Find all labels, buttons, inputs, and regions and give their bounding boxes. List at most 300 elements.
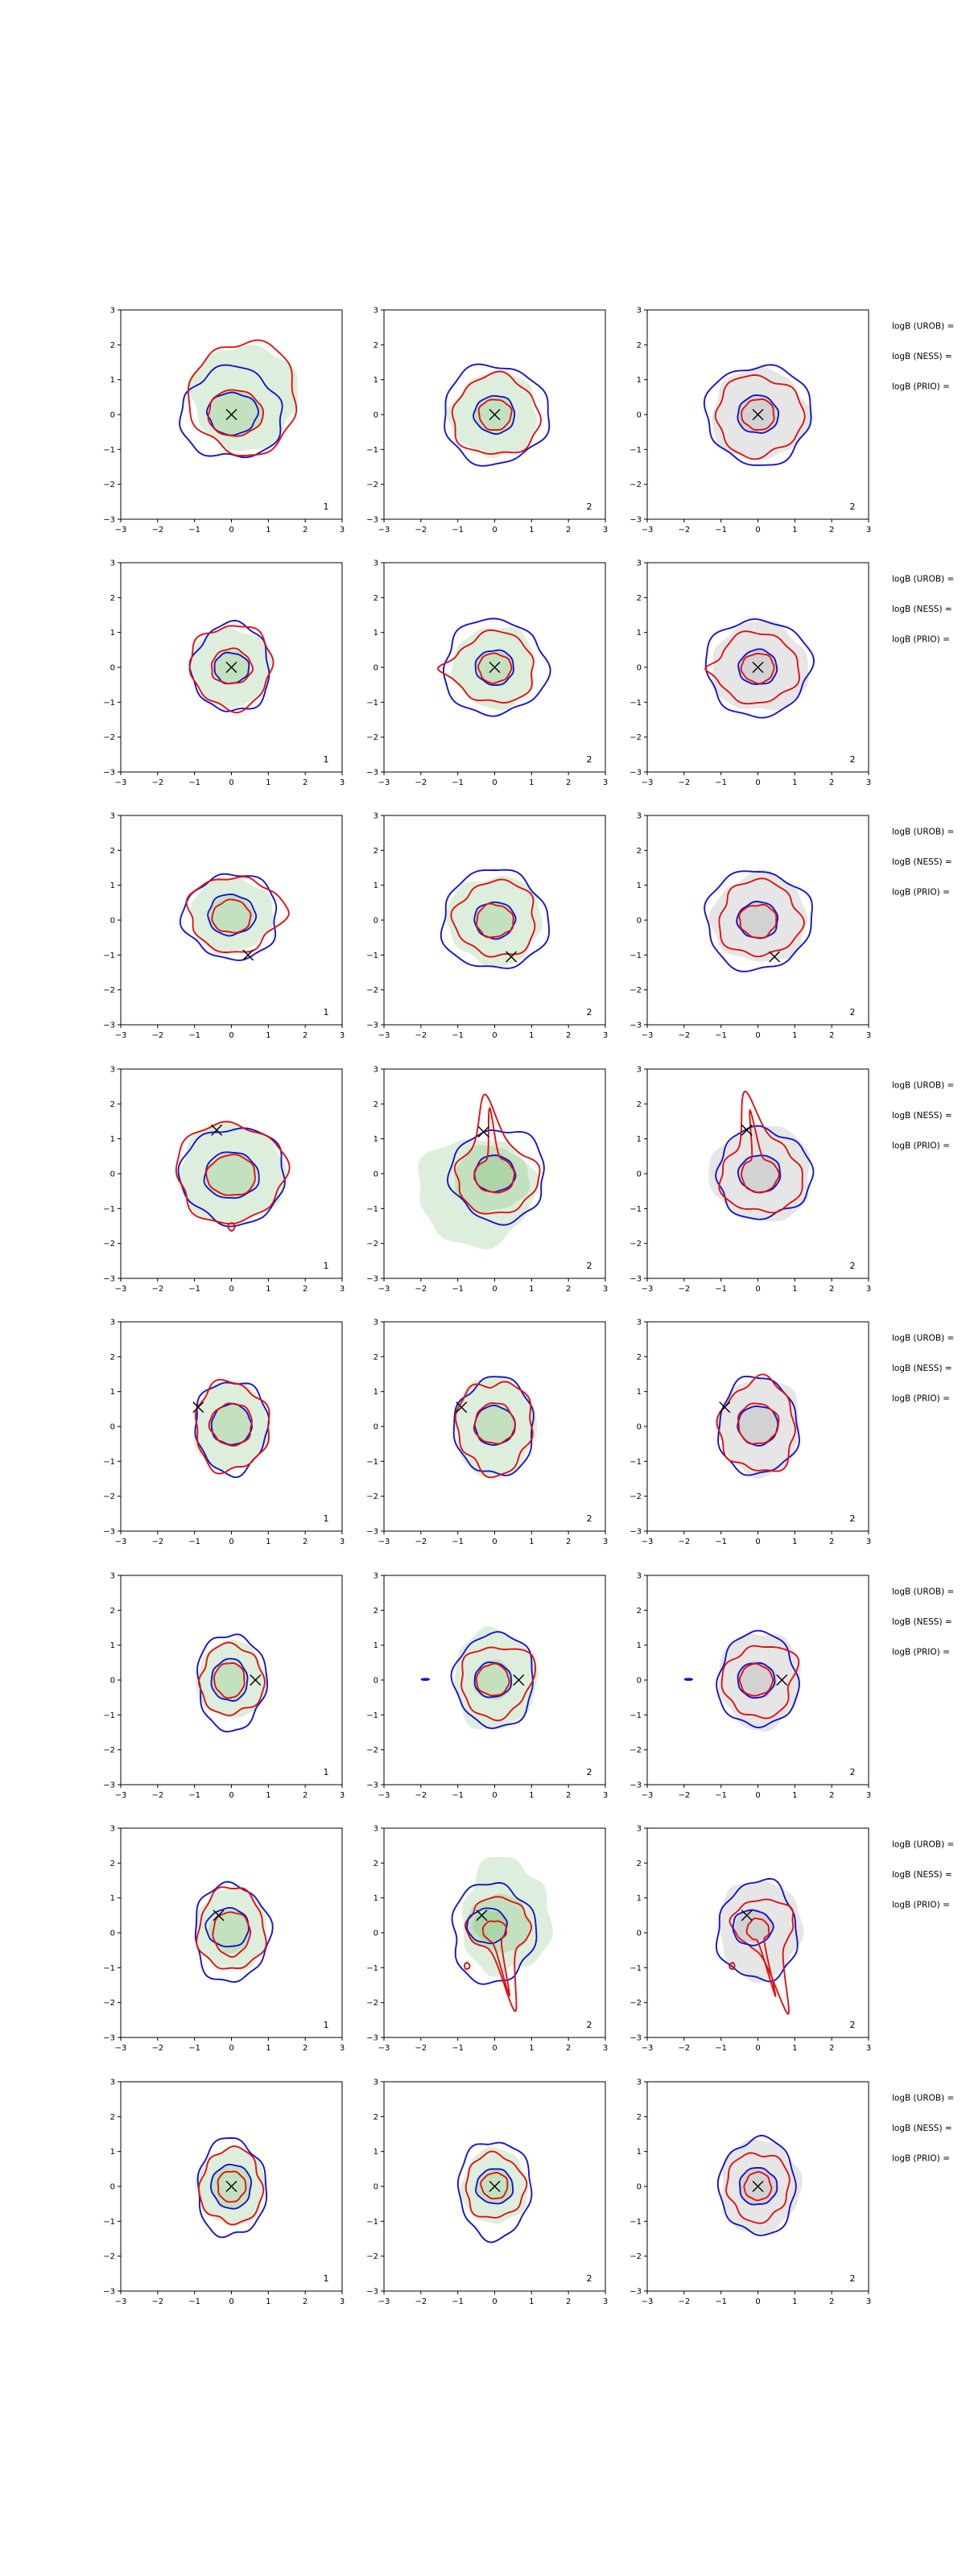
y-tick-label: −3 (630, 2287, 642, 2297)
y-tick-label: −3 (366, 2287, 378, 2297)
x-tick-label: −2 (415, 2297, 427, 2306)
y-tick-label: −1 (366, 1711, 378, 1720)
subplot-r8c1 (103, 2079, 345, 2307)
y-tick-label: −2 (630, 1999, 642, 2008)
y-tick-label: 2 (109, 341, 115, 350)
x-tick-label: 2 (565, 526, 572, 535)
subplot-r4c1 (103, 1066, 345, 1294)
y-tick-label: 3 (373, 811, 378, 821)
y-tick-label: 2 (109, 1859, 115, 1868)
panel-count-label: 2 (849, 1261, 856, 1271)
x-tick-label: −1 (188, 1538, 201, 1546)
y-tick-label: 3 (109, 811, 115, 821)
y-tick-label: −3 (366, 515, 378, 525)
x-tick-label: −1 (715, 778, 728, 787)
y-tick-label: 1 (109, 376, 115, 386)
y-tick-label: −2 (366, 986, 378, 996)
panel-count-label: 2 (586, 1261, 592, 1271)
y-tick-label: 0 (373, 1170, 378, 1179)
x-tick-label: 2 (302, 1285, 308, 1294)
y-tick-label: −1 (366, 951, 378, 960)
y-tick-label: 3 (109, 1065, 115, 1075)
y-tick-label: 1 (109, 1135, 115, 1145)
y-tick-label: 1 (373, 881, 378, 891)
y-tick-label: 2 (109, 1352, 115, 1362)
x-tick-label: 3 (602, 526, 609, 535)
y-tick-label: −3 (630, 1021, 642, 1030)
y-tick-label: 1 (109, 1894, 115, 1904)
x-tick-label: −1 (452, 2297, 464, 2306)
plot-area (716, 1879, 804, 2014)
x-tick-label: 1 (529, 2044, 535, 2053)
side-label-r3-1: logB (UROB) = (892, 827, 955, 837)
x-tick-label: −1 (715, 1031, 728, 1040)
x-tick-label: 1 (266, 1285, 271, 1294)
side-label-r6-3: logB (PRIO) = (892, 1647, 950, 1657)
x-tick-label: 1 (266, 778, 271, 787)
x-tick-label: −3 (641, 526, 654, 535)
x-tick-label: −2 (415, 1791, 427, 1800)
y-tick-label: −2 (366, 481, 378, 490)
side-label-r1-2: logB (NESS) = (892, 352, 952, 361)
y-tick-label: 0 (373, 916, 378, 926)
x-tick-label: −3 (114, 1538, 127, 1546)
plot-area (180, 874, 289, 960)
panel-count-label: 1 (323, 2020, 329, 2030)
x-tick-label: 0 (755, 1285, 761, 1294)
subplot-r1c1 (103, 307, 345, 535)
x-tick-label: 1 (529, 778, 535, 787)
x-tick-label: 2 (565, 778, 572, 787)
y-tick-label: 2 (109, 1100, 115, 1109)
y-tick-label: 2 (109, 846, 115, 856)
y-tick-label: −3 (630, 515, 642, 525)
x-tick-label: −1 (715, 1285, 728, 1294)
x-tick-label: 0 (492, 778, 497, 787)
plot-area (438, 618, 551, 716)
x-tick-label: 0 (229, 2297, 234, 2306)
y-tick-label: −3 (630, 768, 642, 778)
x-tick-label: 2 (565, 1031, 572, 1040)
panel-count-label: 2 (849, 502, 856, 512)
plot-area (195, 2138, 266, 2237)
y-tick-label: 0 (636, 916, 642, 926)
y-tick-label: −2 (630, 1240, 642, 1249)
subplot-r7c3 (630, 1825, 871, 2054)
y-tick-label: 1 (109, 1388, 115, 1397)
x-tick-label: −1 (188, 1285, 201, 1294)
x-tick-label: 0 (229, 1031, 234, 1040)
x-tick-label: 2 (565, 1285, 572, 1294)
red-contour-5 (464, 1963, 470, 1969)
side-label-r4-3: logB (PRIO) = (892, 1141, 950, 1151)
subplot-r3c1 (103, 812, 345, 1041)
y-tick-label: −1 (630, 951, 642, 960)
x-tick-label: 0 (229, 2044, 234, 2053)
y-tick-label: −3 (103, 1274, 115, 1284)
y-tick-label: 1 (109, 881, 115, 891)
x-tick-label: −2 (678, 778, 691, 787)
x-tick-label: 2 (828, 2044, 835, 2053)
x-tick-label: 2 (828, 2297, 835, 2306)
subplot-r1c2 (366, 307, 608, 535)
plot-area (452, 1857, 553, 2011)
side-label-r5-2: logB (NESS) = (892, 1364, 952, 1373)
plot-area (705, 619, 814, 718)
y-tick-label: 2 (373, 846, 378, 856)
x-tick-label: 1 (266, 1791, 271, 1800)
y-tick-label: −3 (103, 515, 115, 525)
y-tick-label: 0 (373, 2182, 378, 2192)
side-label-r2-1: logB (UROB) = (892, 574, 955, 584)
y-tick-label: −3 (630, 1527, 642, 1537)
y-tick-label: 2 (373, 2112, 378, 2122)
x-tick-label: 2 (565, 1791, 572, 1800)
subplot-r7c1 (103, 1825, 345, 2054)
x-tick-label: 2 (565, 1538, 572, 1546)
x-tick-label: 0 (492, 1031, 497, 1040)
plot-area (418, 1095, 544, 1250)
y-tick-label: −1 (366, 2217, 378, 2227)
x-tick-label: −2 (678, 2044, 691, 2053)
plot-area (704, 365, 813, 465)
x-tick-label: 0 (229, 526, 234, 535)
x-tick-label: 1 (266, 2297, 271, 2306)
x-tick-label: 0 (492, 1791, 497, 1800)
x-tick-label: −3 (641, 1791, 654, 1800)
x-tick-label: 3 (339, 1538, 345, 1546)
panel-count-label: 2 (849, 1767, 856, 1777)
x-tick-label: −1 (188, 1031, 201, 1040)
x-tick-label: 0 (755, 778, 761, 787)
x-tick-label: −2 (415, 2044, 427, 2053)
plot-area (685, 1631, 801, 1732)
x-tick-label: −3 (641, 1031, 654, 1040)
y-tick-label: −1 (366, 1457, 378, 1467)
y-tick-label: 2 (373, 1352, 378, 1362)
plot-area (454, 1376, 538, 1479)
x-tick-label: 2 (302, 1791, 308, 1800)
x-tick-label: 2 (828, 1538, 835, 1546)
panel-count-label: 1 (323, 1007, 329, 1018)
plot-area (176, 1121, 290, 1231)
x-tick-label: 2 (302, 1031, 308, 1040)
y-tick-label: 3 (636, 1571, 642, 1581)
x-tick-label: −3 (378, 778, 390, 787)
plot-area (193, 1380, 271, 1477)
y-tick-label: 0 (109, 1170, 115, 1179)
plot-area (195, 1882, 272, 1983)
y-tick-label: −2 (103, 1999, 115, 2008)
y-tick-label: −3 (366, 1021, 378, 1030)
subplot-r5c2 (366, 1319, 608, 1547)
y-tick-label: 3 (636, 811, 642, 821)
y-tick-label: −2 (366, 733, 378, 743)
side-label-r1-1: logB (UROB) = (892, 321, 955, 332)
y-tick-label: 1 (373, 1388, 378, 1397)
x-tick-label: −1 (452, 778, 464, 787)
x-tick-label: −3 (114, 1791, 127, 1800)
y-tick-label: −3 (366, 1527, 378, 1537)
x-tick-label: −3 (641, 1285, 654, 1294)
x-tick-label: 1 (792, 526, 798, 535)
y-tick-label: 3 (373, 306, 378, 316)
y-tick-label: 0 (636, 1929, 642, 1938)
y-tick-label: 1 (636, 629, 642, 638)
subplot-r6c3 (630, 1572, 871, 1801)
x-tick-label: 0 (229, 778, 234, 787)
y-tick-label: 2 (373, 1859, 378, 1868)
y-tick-label: 0 (109, 663, 115, 673)
x-tick-label: −2 (151, 1538, 164, 1546)
y-tick-label: −2 (103, 1240, 115, 1249)
x-tick-label: −2 (415, 526, 427, 535)
side-label-r4-1: logB (UROB) = (892, 1080, 955, 1091)
side-label-r2-3: logB (PRIO) = (892, 634, 950, 645)
x-tick-label: 0 (229, 1538, 234, 1546)
blue-contour-5 (685, 1678, 692, 1680)
y-tick-label: −2 (103, 1746, 115, 1756)
y-tick-label: −2 (630, 986, 642, 996)
y-tick-label: 3 (373, 1571, 378, 1581)
y-tick-label: 3 (109, 306, 115, 316)
y-tick-label: 1 (636, 1388, 642, 1397)
x-tick-label: 0 (492, 526, 497, 535)
y-tick-label: 2 (109, 1606, 115, 1616)
x-tick-label: −3 (378, 526, 390, 535)
side-label-r1-3: logB (PRIO) = (892, 382, 950, 392)
y-tick-label: 2 (636, 1352, 642, 1362)
x-tick-label: −1 (452, 2044, 464, 2053)
x-tick-label: −2 (415, 1285, 427, 1294)
x-tick-label: 1 (792, 2297, 798, 2306)
x-tick-label: −3 (641, 2297, 654, 2306)
y-tick-label: 1 (373, 629, 378, 638)
side-label-r8-3: logB (PRIO) = (892, 2153, 950, 2164)
y-tick-label: 2 (373, 341, 378, 350)
y-tick-label: 2 (636, 1859, 642, 1868)
panel-count-label: 2 (586, 2273, 592, 2284)
y-tick-label: −1 (366, 1963, 378, 1973)
x-tick-label: 3 (865, 778, 872, 787)
side-label-r7-3: logB (PRIO) = (892, 1900, 950, 1910)
x-tick-label: 3 (602, 1285, 609, 1294)
side-label-r8-1: logB (UROB) = (892, 2093, 955, 2103)
y-tick-label: −3 (103, 768, 115, 778)
x-tick-label: 2 (828, 1791, 835, 1800)
panel-count-label: 2 (586, 502, 592, 512)
y-tick-label: −2 (366, 1746, 378, 1756)
y-tick-label: 1 (109, 629, 115, 638)
y-tick-label: 3 (636, 1065, 642, 1075)
y-tick-label: −2 (630, 481, 642, 490)
x-tick-label: 0 (492, 1285, 497, 1294)
side-label-r6-2: logB (NESS) = (892, 1617, 952, 1627)
y-tick-label: 1 (373, 376, 378, 386)
x-tick-label: −3 (641, 2044, 654, 2053)
x-tick-label: 1 (792, 1285, 798, 1294)
x-tick-label: 0 (492, 2297, 497, 2306)
y-tick-label: −1 (103, 445, 115, 455)
blue-contour-5 (422, 1678, 429, 1680)
side-label-r3-2: logB (NESS) = (892, 857, 952, 867)
x-tick-label: 1 (792, 1031, 798, 1040)
x-tick-label: −2 (678, 1538, 691, 1546)
panel-count-label: 2 (849, 2020, 856, 2030)
x-tick-label: −1 (188, 2297, 201, 2306)
x-tick-label: −3 (641, 778, 654, 787)
side-label-r3-3: logB (PRIO) = (892, 887, 950, 898)
y-tick-label: 1 (636, 881, 642, 891)
y-tick-label: 0 (373, 411, 378, 420)
subplot-r3c2 (366, 812, 608, 1041)
x-tick-label: 1 (529, 2297, 535, 2306)
y-tick-label: −1 (103, 1963, 115, 1973)
y-tick-label: 1 (636, 376, 642, 386)
x-tick-label: 1 (792, 778, 798, 787)
y-tick-label: −1 (366, 1204, 378, 1214)
x-tick-label: 3 (602, 2297, 609, 2306)
y-tick-label: 1 (636, 2148, 642, 2157)
y-tick-label: −3 (630, 2033, 642, 2043)
x-tick-label: 0 (755, 1538, 761, 1546)
x-tick-label: 0 (492, 1538, 497, 1546)
panel-count-label: 1 (323, 754, 329, 765)
subplot-r1c3 (630, 307, 871, 535)
x-tick-label: 3 (339, 1031, 345, 1040)
plot-area (441, 870, 549, 968)
y-tick-label: 0 (109, 916, 115, 926)
y-tick-label: 0 (636, 411, 642, 420)
x-tick-label: 1 (266, 2044, 271, 2053)
y-tick-label: 2 (373, 1606, 378, 1616)
x-tick-label: −2 (415, 1538, 427, 1546)
y-tick-label: −1 (630, 445, 642, 455)
y-tick-label: 3 (109, 1571, 115, 1581)
x-tick-label: 1 (529, 1285, 535, 1294)
x-tick-label: 3 (339, 526, 345, 535)
y-tick-label: 2 (373, 593, 378, 603)
subplot-r8c3 (630, 2079, 871, 2307)
x-tick-label: −1 (452, 1538, 464, 1546)
panel-count-label: 2 (849, 1007, 856, 1018)
plot-area (180, 341, 298, 458)
plot-area (718, 2136, 803, 2235)
x-tick-label: −3 (114, 2297, 127, 2306)
y-tick-label: 3 (373, 1065, 378, 1075)
y-tick-label: −2 (103, 1492, 115, 1502)
y-tick-label: 0 (109, 2182, 115, 2192)
y-tick-label: −3 (103, 1781, 115, 1790)
x-tick-label: −2 (151, 2044, 164, 2053)
y-tick-label: 0 (636, 1422, 642, 1432)
y-tick-label: 1 (636, 1641, 642, 1651)
x-tick-label: −2 (678, 526, 691, 535)
subplot-r5c1 (103, 1319, 345, 1547)
y-tick-label: −1 (103, 951, 115, 960)
y-tick-label: 0 (373, 1929, 378, 1938)
x-tick-label: 0 (755, 2297, 761, 2306)
x-tick-label: 3 (865, 2044, 872, 2053)
x-tick-label: 3 (339, 778, 345, 787)
y-tick-label: 1 (636, 1135, 642, 1145)
subplot-r4c2 (366, 1066, 608, 1294)
y-tick-label: 1 (373, 1894, 378, 1904)
x-tick-label: 3 (865, 1031, 872, 1040)
x-tick-label: −3 (114, 1031, 127, 1040)
subplot-r5c3 (630, 1319, 871, 1547)
y-tick-label: 0 (636, 663, 642, 673)
y-tick-label: −1 (103, 1711, 115, 1720)
y-tick-label: −2 (630, 2252, 642, 2262)
y-tick-label: 1 (373, 2148, 378, 2157)
subplot-r6c1 (103, 1572, 345, 1801)
panel-count-label: 1 (323, 1261, 329, 1271)
x-tick-label: −1 (452, 1285, 464, 1294)
x-tick-label: 1 (266, 526, 271, 535)
x-tick-label: 3 (865, 526, 872, 535)
y-tick-label: −1 (103, 698, 115, 708)
y-tick-label: −1 (630, 1963, 642, 1973)
side-label-r8-2: logB (NESS) = (892, 2124, 952, 2133)
x-tick-label: −1 (715, 526, 728, 535)
y-tick-label: −1 (630, 1457, 642, 1467)
y-tick-label: 0 (636, 2182, 642, 2192)
panel-count-label: 2 (586, 2020, 592, 2030)
x-tick-label: −1 (715, 1538, 728, 1546)
y-tick-label: 3 (109, 2078, 115, 2087)
x-tick-label: 0 (755, 2044, 761, 2053)
y-tick-label: −2 (366, 1240, 378, 1249)
y-tick-label: −1 (103, 1457, 115, 1467)
x-tick-label: −3 (378, 1791, 390, 1800)
side-label-r4-2: logB (NESS) = (892, 1111, 952, 1121)
x-tick-label: 2 (302, 2297, 308, 2306)
y-tick-label: 3 (109, 1824, 115, 1834)
y-tick-label: 0 (636, 1676, 642, 1686)
y-tick-label: −2 (630, 1746, 642, 1756)
y-tick-label: 2 (373, 1100, 378, 1109)
panel-count-label: 1 (323, 1513, 329, 1524)
y-tick-label: 3 (636, 306, 642, 316)
x-tick-label: 1 (529, 1791, 535, 1800)
y-tick-label: 1 (373, 1641, 378, 1651)
y-tick-label: 3 (109, 1318, 115, 1327)
x-tick-label: 1 (529, 526, 535, 535)
y-tick-label: 1 (109, 2148, 115, 2157)
y-tick-label: −2 (366, 1492, 378, 1502)
y-tick-label: 3 (373, 1824, 378, 1834)
panel-count-label: 2 (849, 2273, 856, 2284)
y-tick-label: −1 (630, 698, 642, 708)
side-label-r7-1: logB (UROB) = (892, 1839, 955, 1850)
panel-count-label: 2 (849, 1513, 856, 1524)
y-tick-label: 0 (373, 1676, 378, 1686)
y-tick-label: 2 (636, 1606, 642, 1616)
y-tick-label: −3 (630, 1274, 642, 1284)
x-tick-label: −2 (678, 1285, 691, 1294)
y-tick-label: 3 (636, 2078, 642, 2087)
subplot-r2c3 (630, 559, 871, 788)
y-tick-label: −3 (103, 1527, 115, 1537)
x-tick-label: 1 (266, 1538, 271, 1546)
x-tick-label: 0 (229, 1791, 234, 1800)
x-tick-label: 0 (492, 2044, 497, 2053)
y-tick-label: 1 (636, 1894, 642, 1904)
y-tick-label: 2 (636, 2112, 642, 2122)
x-tick-label: 2 (828, 1285, 835, 1294)
x-tick-label: −1 (188, 1791, 201, 1800)
